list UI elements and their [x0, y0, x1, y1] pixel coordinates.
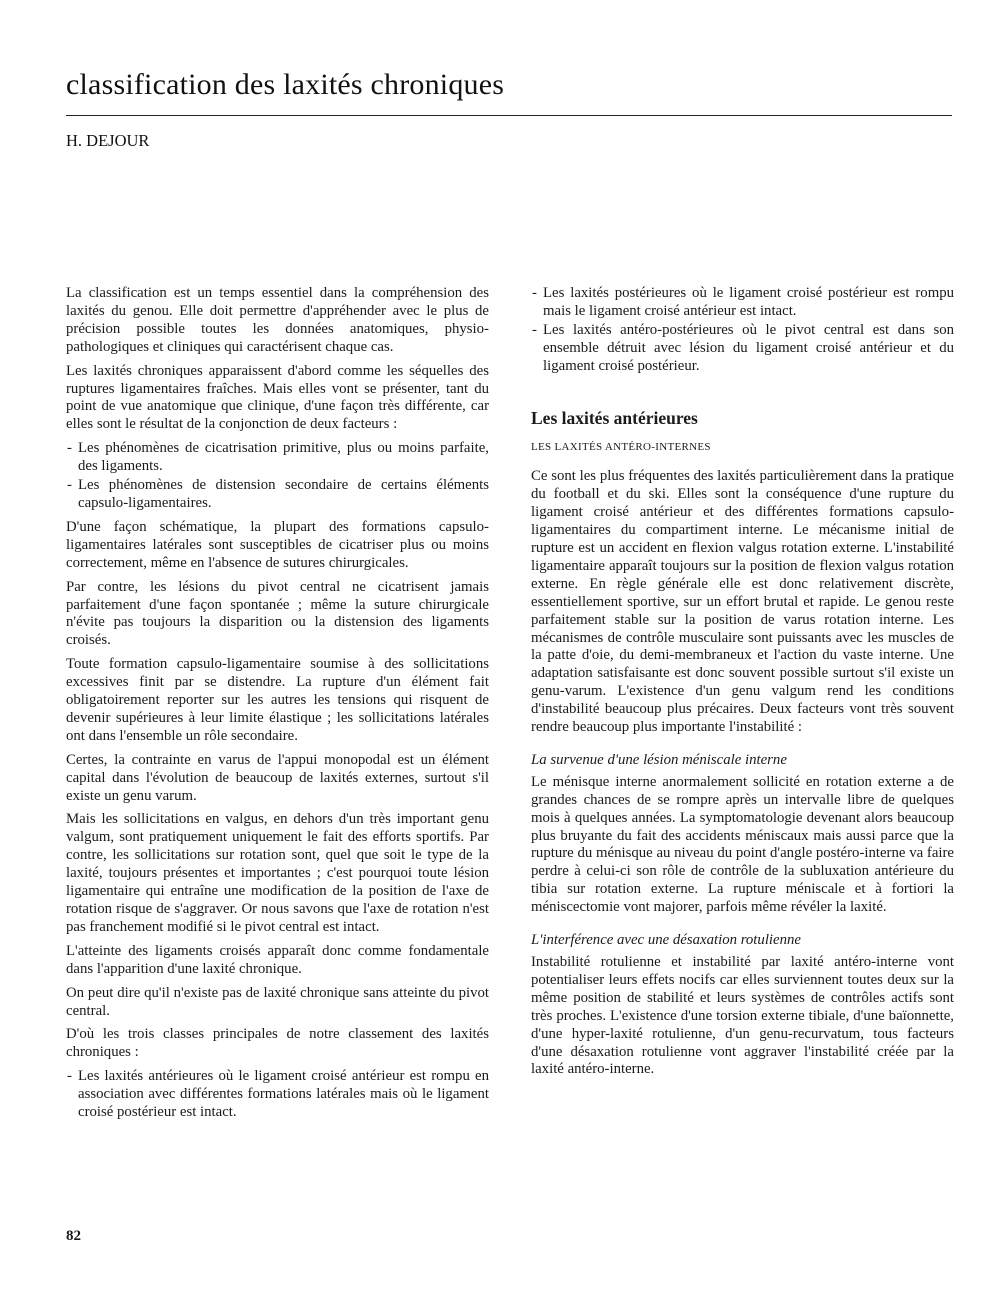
list-item: - Les laxités antéro-postérieures où le pivot central est dans son ensemble détruit avec lésion du ligament croisé antérieur et du ligament croisé postérieur.	[531, 322, 954, 376]
list-item: - Les laxités antérieures où le ligament croisé antérieur est rompu en association avec différentes formations latérales mais où le ligament croisé postérieur est intact.	[66, 1068, 489, 1122]
page-number: 82	[66, 1228, 81, 1244]
class-list	[66, 1068, 489, 1122]
paragraph: Mais les sollicitations en valgus, en dehors d'un très important genu valgum, sont pratiquement uniquement le fait des efforts sportifs. Par contre, les sollicitations sur rotation sont, quel que soit le type de la laxité, toujours présentes et importantes ; c'est pourquoi toute lésion ligamentaire qui entraîne une modification de la position de l'axe de rotation risque de s'aggraver. Or nous savons que l'axe de rotation n'est pas franchement modifié si le pivot central est intact.	[66, 811, 489, 935]
paragraph: Le ménisque interne anormalement sollicité en rotation externe a de grandes chances de se rompre après un intervalle libre de quelques mois à quelques années. La symptomatologie devenant alors beaucoup plus bruyante du fait des accidents méniscaux mais aussi parce que la rupture du ménisque au niveau du point d'angle postéro-interne va faire perdre à celui-ci son rôle de contrôle de la subluxation antérieure du tibia sur rotation externe. La rupture méniscale et à fortiori la méniscectomie vont majorer, parfois même révéler la laxité.	[531, 773, 954, 916]
paragraph: Ce sont les plus fréquentes des laxités particulièrement dans la pratique du football et du ski. Elles sont la conséquence d'une rupture du ligament croisé antérieur et des différentes formations capsulo-ligamentaires du compartiment interne. Le mécanisme initial de rupture est un accident en flexion valgus rotation externe. L'instabilité ligamentaire apparaît toujours sur la position de flexion valgus rotation externe. En règle générale elle est donc relativement discrète, essentiellement sportive, sur un effort brutal et rapide. Le genou reste parfaitement stable sur la position de varus rotation interne. Les mécanismes de contrôle musculaire sont puissants avec les muscles de la patte d'oie, du demi-membraneux et l'action du vaste interne. Une adaptation satisfaisante est donc souvent possible surtout s'il existe un genu-varum. L'existence d'un genu valgum rend les conditions d'instabilité beaucoup plus précaires. Deux facteurs vont très souvent rendre beaucoup plus importante l'instabilité :	[531, 468, 954, 736]
italic-subheading: L'interférence avec une désaxation rotulienne	[531, 932, 801, 949]
subsection-heading: LES LAXITÉS ANTÉRO-INTERNES	[531, 441, 711, 454]
paragraph: La classification est un temps essentiel dans la compréhension des laxités du genou. Elle doit permettre d'appréhender avec le plus de précision possible toutes les données anatomiques, physio-pathologiques et cliniques qui caractérisent chaque cas.	[66, 285, 489, 355]
title-rule	[66, 115, 952, 116]
page-title: classification des laxités chroniques	[66, 68, 505, 101]
factor-list	[66, 440, 489, 513]
class-list-continued	[531, 285, 954, 376]
paragraph: Instabilité rotulienne et instabilité par laxité antéro-interne vont potentialiser leurs effets nocifs car elles surviennent toutes deux sur la même position de stabilité et leurs systèmes de contrôles actifs sont très proches. L'existence d'une torsion externe tibiale, d'une baïonnette, d'une hyper-laxité rotulienne, d'un genu-recurvatum, tous facteurs d'une désaxation rotulienne vont aggraver l'instabilité créée par la laxité antéro-interne.	[531, 954, 954, 1078]
right-column	[531, 285, 954, 1085]
paragraph: Les laxités chroniques apparaissent d'abord comme les séquelles des ruptures ligamentaires fraîches. Mais elles vont se présenter, tant du point de vue anatomique que clinique, d'une façon très différente, car elles sont le résultat de la conjonction de deux facteurs :	[66, 362, 489, 433]
left-column	[66, 285, 489, 1128]
paragraph: D'où les trois classes principales de notre classement des laxités chroniques :	[66, 1026, 489, 1061]
italic-subheading: La survenue d'une lésion méniscale interne	[531, 751, 787, 768]
author-name: H. DEJOUR	[66, 131, 150, 150]
paragraph: L'atteinte des ligaments croisés apparaît donc comme fondamentale dans l'apparition d'une laxité chronique.	[66, 942, 489, 977]
section-heading: Les laxités antérieures	[531, 407, 698, 428]
paragraph: D'une façon schématique, la plupart des formations capsulo-ligamentaires latérales sont susceptibles de cicatriser plus ou moins correctement, même en l'absence de sutures chirurgicales.	[66, 518, 489, 571]
list-item: - Les phénomènes de cicatrisation primitive, plus ou moins parfaite, des ligaments.	[66, 440, 489, 476]
paragraph: Certes, la contrainte en varus de l'appui monopodal est un élément capital dans l'évolution de beaucoup de laxités externes, surtout s'il existe un genu varum.	[66, 751, 489, 804]
paragraph: On peut dire qu'il n'existe pas de laxité chronique sans atteinte du pivot central.	[66, 984, 489, 1019]
paragraph: Toute formation capsulo-ligamentaire soumise à des sollicitations excessives finit par se distendre. La rupture d'un élément fait obligatoirement reporter sur les autres les tensions qui risquent de devenir supérieures à leur limite élastique ; les sollicitations latérales ont dans l'ensemble un rôle secondaire.	[66, 656, 489, 744]
paragraph: Par contre, les lésions du pivot central ne cicatrisent jamais parfaitement d'une façon spontanée ; même la suture chirurgicale n'évite pas toujours la disparition ou la distension des ligaments croisés.	[66, 578, 489, 649]
list-item: - Les laxités postérieures où le ligament croisé postérieur est rompu mais le ligament croisé antérieur est intact.	[531, 285, 954, 321]
list-item: - Les phénomènes de distension secondaire de certains éléments capsulo-ligamentaires.	[66, 477, 489, 513]
